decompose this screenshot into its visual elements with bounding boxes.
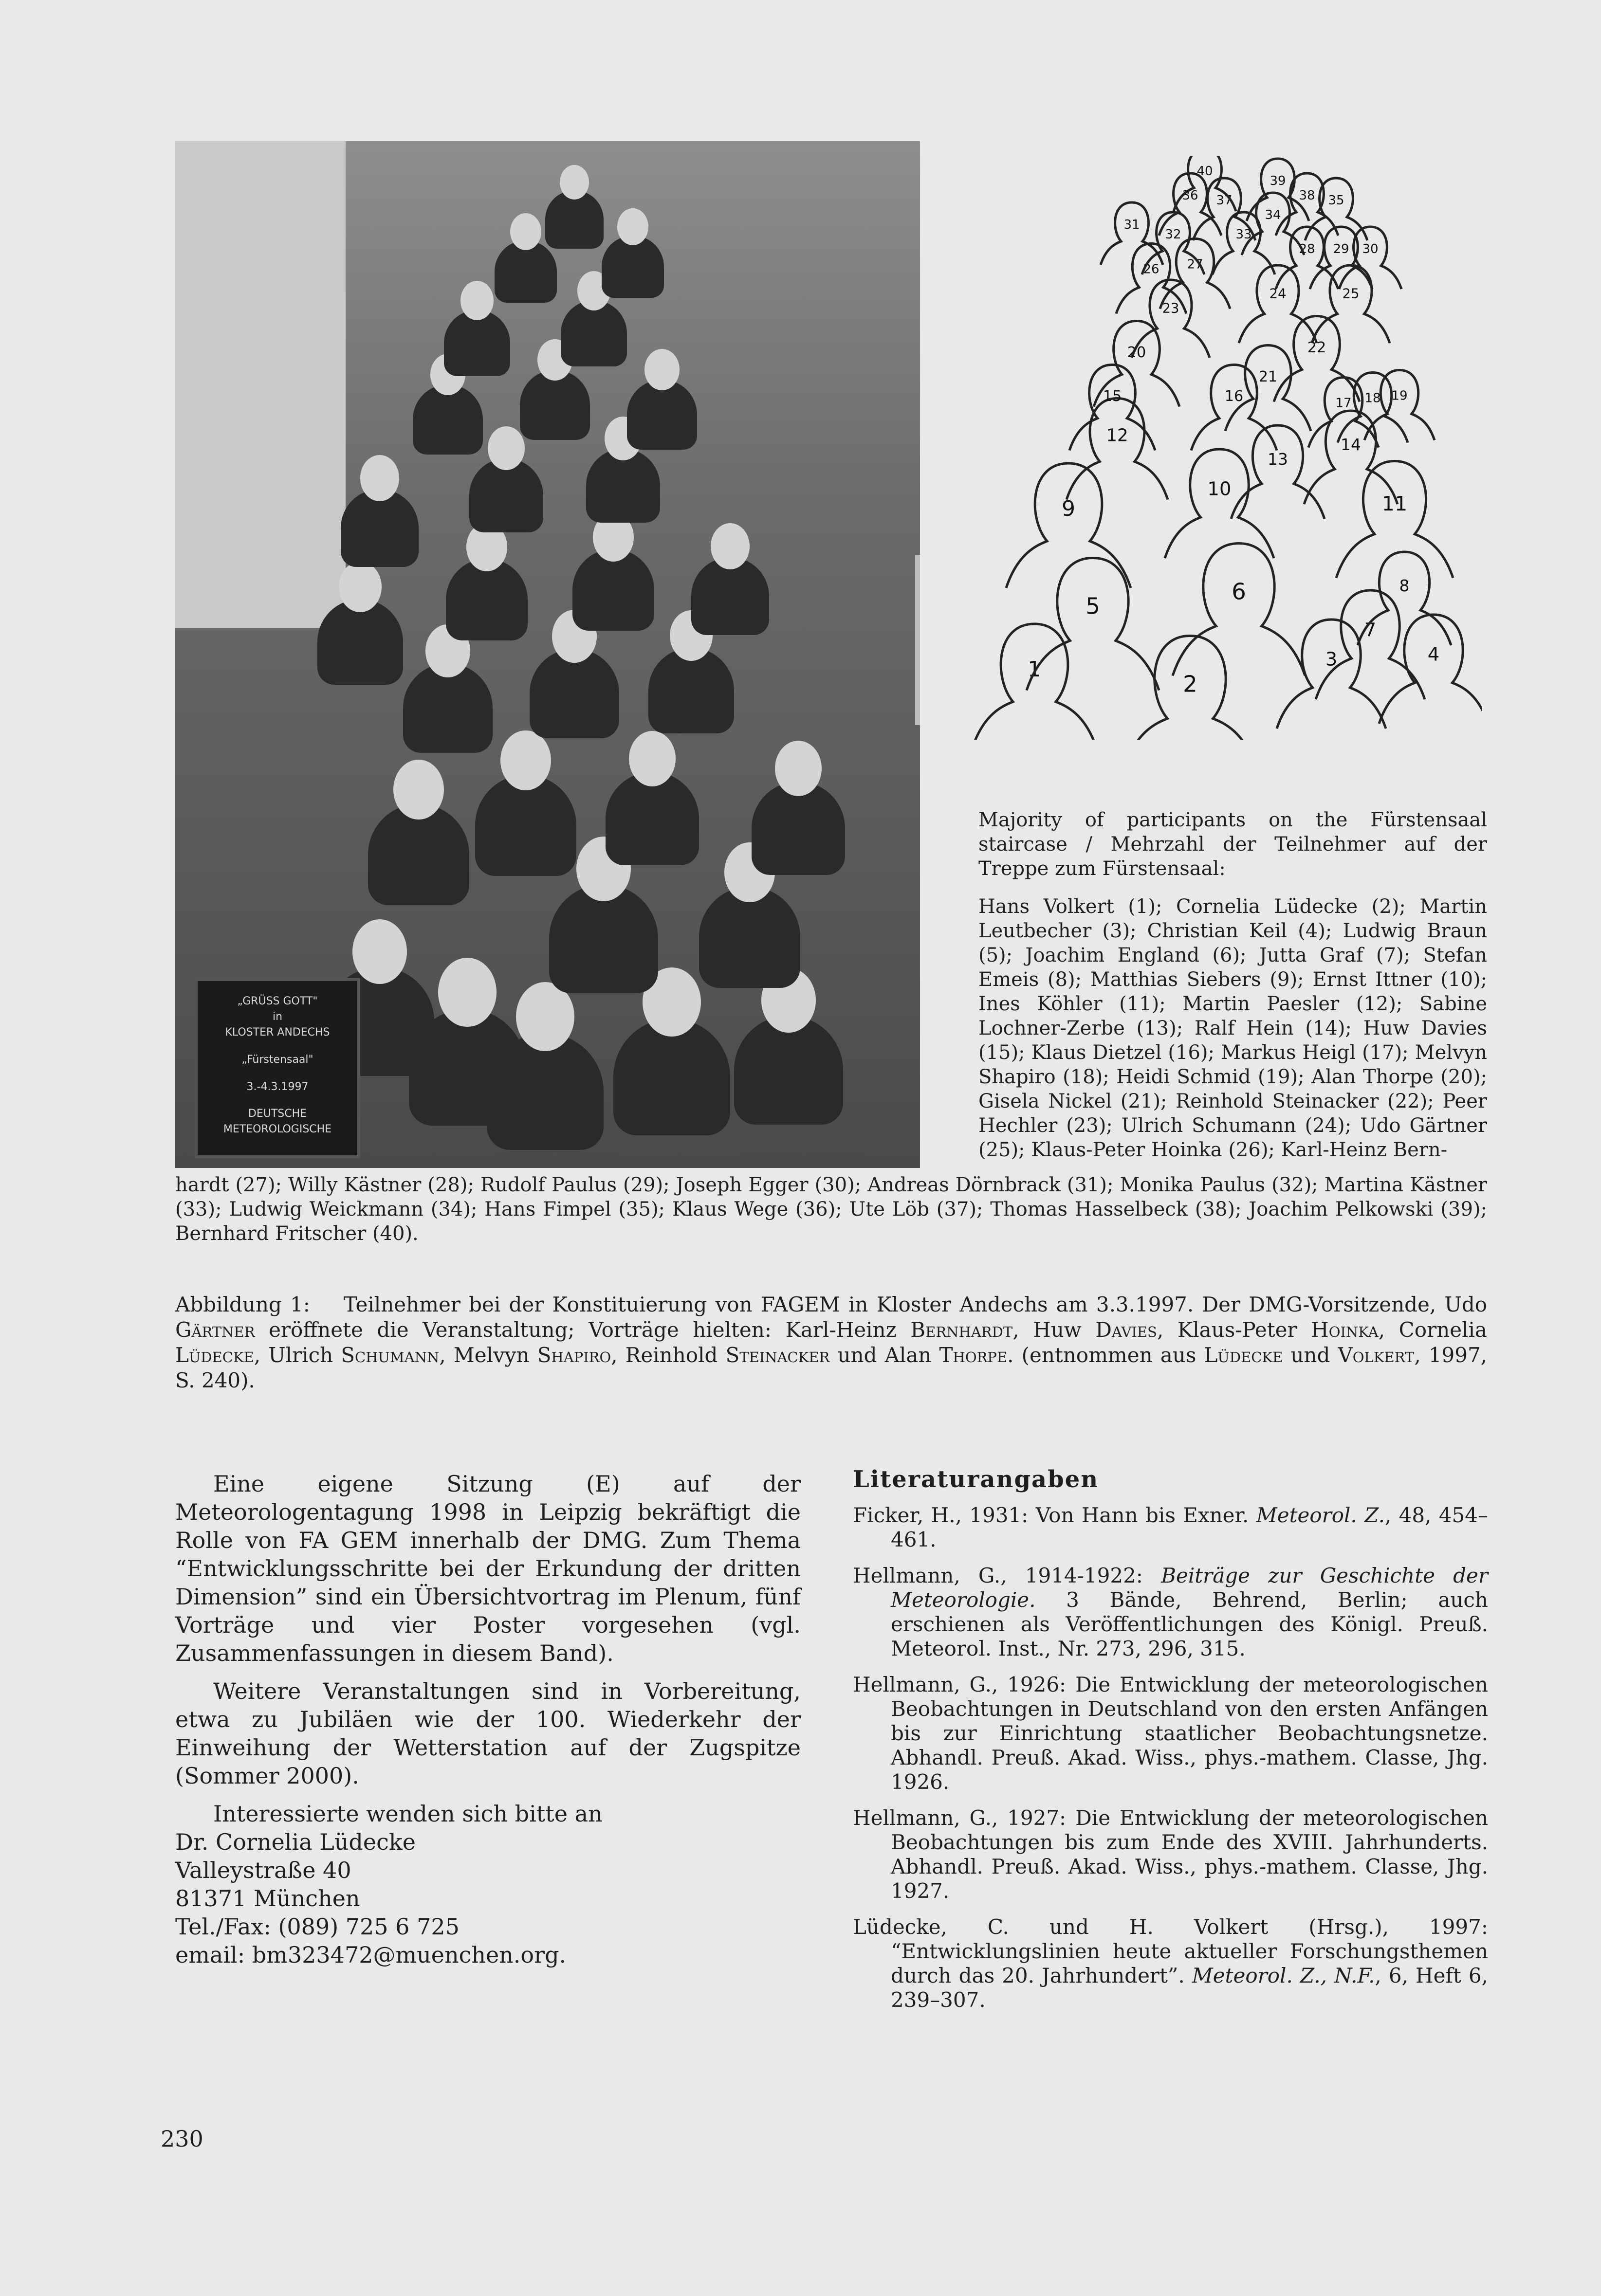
address-line: Valleystraße 40 <box>175 1857 351 1883</box>
sketch-number: 32 <box>1165 227 1181 242</box>
sketch-number: 21 <box>1258 368 1278 385</box>
sketch-head <box>1239 265 1317 343</box>
address-line: Dr. Cornelia Lüdecke <box>175 1829 416 1855</box>
caption-heading: Majority of participants on the Fürstensaal staircase / Mehrzahl der Teilnehmer auf der Treppe zum Fürstensaal: <box>978 809 1487 880</box>
references-heading: Literaturangaben <box>853 1466 1099 1493</box>
sketch-number: 40 <box>1196 164 1213 179</box>
photo-sign <box>195 978 360 1158</box>
sketch-number: 7 <box>1364 619 1377 641</box>
sketch-number: 4 <box>1427 643 1440 666</box>
figure-text: , Ulrich <box>254 1343 341 1367</box>
sketch-number: 23 <box>1162 300 1179 316</box>
sign-line: KLOSTER ANDECHS <box>225 1026 330 1039</box>
sketch-number: 25 <box>1342 286 1360 302</box>
photo-face <box>438 958 497 1027</box>
sketch-number: 19 <box>1391 388 1408 403</box>
figure-name: Schumann <box>341 1343 440 1367</box>
sketch-number: 33 <box>1235 227 1252 242</box>
figure-name: Lüdecke <box>1204 1343 1283 1367</box>
sketch-number: 29 <box>1333 242 1349 256</box>
address-line: 81371 München <box>175 1885 360 1912</box>
sketch-number: 24 <box>1269 286 1287 302</box>
photo-face <box>488 426 525 470</box>
sign-line: „GRÜSS GOTT" <box>237 995 318 1007</box>
figure-name: Lüdecke <box>175 1343 254 1367</box>
sketch-number: 2 <box>1183 671 1197 698</box>
photo-face <box>560 165 589 200</box>
sketch-number: 37 <box>1216 193 1233 208</box>
photo-face <box>617 208 648 245</box>
sketch-head <box>1312 265 1390 343</box>
sketch-number: 11 <box>1381 492 1408 515</box>
sketch-number: 14 <box>1341 435 1361 454</box>
photo-face <box>500 730 551 791</box>
figure-text: Teilnehmer bei der Konstituierung von FAGEM in Kloster Andechs am 3.3.1997. Der DMG-Vorsitzende, Udo <box>343 1293 1488 1316</box>
sketch-number: 3 <box>1325 648 1338 671</box>
figure-caption <box>175 1292 1487 1393</box>
figure-text: , Huw <box>1012 1318 1096 1342</box>
sketch-number: 35 <box>1328 193 1344 208</box>
sign-line: in <box>272 1010 283 1023</box>
sketch-number: 17 <box>1335 396 1352 411</box>
sketch-number: 8 <box>1399 576 1410 595</box>
sketch-head <box>1310 227 1372 289</box>
figure-text: , Reinhold <box>611 1343 726 1367</box>
sign-line: METEOROLOGISCHE <box>223 1123 332 1136</box>
sketch-number: 38 <box>1299 188 1315 203</box>
sketch-number: 1 <box>1028 657 1041 682</box>
figure-name: Hoinka <box>1311 1318 1379 1342</box>
photo-window <box>915 555 920 725</box>
figure-name: Volkert <box>1338 1343 1415 1367</box>
figure-name: Gärtner <box>175 1318 255 1342</box>
reference-item: Hellmann, G., 1914-1922: Beiträge zur Geschichte der Meteorologie. 3 Bände, Behrend, Berlin; auch erschienen als Veröffentlichungen des Königl. Preuß. Meteorol. Inst., Nr. 273, 296, 315. <box>853 1564 1488 1660</box>
sketch-head <box>1336 461 1453 578</box>
sketch-number: 27 <box>1187 257 1203 272</box>
photo-face <box>460 281 494 320</box>
reference-item: Hellmann, G., 1926: Die Entwicklung der meteorologischen Beobachtungen in Deutschland von den ersten Anfängen bis zur Einrichtung staatlicher Beobachtungsnetze. Abhandl. Preuß. Akad. Wiss., phys.-mathem. Classe, Jhg. 1926. <box>853 1673 1488 1794</box>
photo-caption <box>978 808 1487 1162</box>
sketch-number: 28 <box>1299 242 1315 256</box>
sketch-head <box>1316 590 1425 699</box>
sketch-number: 13 <box>1268 450 1288 469</box>
sketch-number: 5 <box>1086 593 1100 620</box>
figure-text: , 1997, S. 240). <box>175 1343 1488 1392</box>
figure-name: Thorpe <box>939 1343 1008 1367</box>
sketch-number: 31 <box>1123 218 1140 232</box>
sketch-number: 34 <box>1265 208 1281 222</box>
photo-face <box>352 919 407 984</box>
figure-name: Bernhardt <box>910 1318 1013 1342</box>
photo-face <box>393 760 444 820</box>
body-paragraph: Interessierte wenden sich bitte an <box>213 1801 603 1827</box>
reference-item: Ficker, H., 1931: Von Hann bis Exner. Meteorol. Z., 48, 454–461. <box>853 1503 1488 1551</box>
sign-line: „Fürstensaal" <box>241 1053 313 1066</box>
sketch-number: 15 <box>1103 387 1122 405</box>
sketch-head <box>1304 411 1398 504</box>
figure-name: Davies <box>1095 1318 1157 1342</box>
sketch-head <box>1165 449 1274 558</box>
figure-text: , Klaus-Peter <box>1157 1318 1311 1342</box>
photo-face <box>339 562 382 613</box>
caption-names: Hans Volkert (1); Cornelia Lüdecke (2); Martin Leutbecher (3); Christian Keil (4); Ludwig Braun (5); Joachim England (6); Jutta Graf (7); Stefan Emeis (8); Matthias Siebers (9); Ernst Ittner (10); Ines Köhler (11); Martin Paesler (12); Sabine Lochner-Zerbe (13); Ralf Hein (14); Huw Davies (15); Klaus Dietzel (16); Markus Heigl (17); Melvyn Shapiro (18); Heidi Schmid (19); Alan Thorpe (20); Gisela Nickel (21); Reinhold Steinacker (22); Peer Hechler (23); Ulrich Schumann (24); Udo Gärtner (25); Klaus-Peter Hoinka (26); Karl-Heinz Bern- <box>978 895 1487 1161</box>
sign-line: 3.-4.3.1997 <box>246 1080 309 1093</box>
sketch-head <box>1067 399 1168 500</box>
figure-text: und Alan <box>829 1343 939 1367</box>
address-email: email: bm323472@muenchen.org. <box>175 1942 567 1968</box>
photo-face <box>775 741 822 796</box>
reference-item: Lüdecke, C. und H. Volkert (Hrsg.), 1997: “Entwicklungslinien heute aktueller Forschungsthemen durch das 20. Jahrhundert”. Meteorol. Z., N.F., 6, Heft 6, 239–307. <box>853 1915 1488 2012</box>
sketch-number: 10 <box>1207 478 1232 500</box>
figure-text: . (entnommen aus <box>1007 1343 1204 1367</box>
body-text <box>175 1470 801 1969</box>
photo-wall <box>175 141 346 628</box>
figure-text: , Melvyn <box>439 1343 537 1367</box>
figure-name: Shapiro <box>537 1343 611 1367</box>
caption-names-continued: hardt (27); Willy Kästner (28); Rudolf Paulus (29); Joseph Egger (30); Andreas Dörnbrack (31); Monika Paulus (32); Martina Kästner (33); Ludwig Weickmann (34); Hans Fimpel (35); Klaus Wege (36); Ute Löb (37); Thomas Hasselbeck (38); Joachim Pelkowski (39); Bernhard Fritscher (40). <box>175 1174 1487 1245</box>
sketch-number: 39 <box>1270 174 1286 188</box>
sketch-number: 16 <box>1224 387 1244 405</box>
sketch-head <box>1379 615 1482 724</box>
figure-text: eröffnete die Veranstaltung; Vorträge hielten: Karl-Heinz <box>255 1318 911 1342</box>
participant-sketch <box>966 156 1482 740</box>
sketch-number: 30 <box>1362 242 1379 256</box>
figure-text: und <box>1283 1343 1338 1367</box>
sketch-number: 6 <box>1232 579 1246 605</box>
figure-text: , Cornelia <box>1378 1318 1487 1342</box>
sketch-number: 12 <box>1106 425 1128 446</box>
sketch-head <box>1274 316 1360 402</box>
sketch-head <box>1027 558 1159 691</box>
references <box>853 1467 1488 2024</box>
sketch-number: 18 <box>1364 391 1381 406</box>
body-paragraph: Weitere Veranstaltungen sind in Vorbereitung, etwa zu Jubiläen wie der 100. Wiederkehr der Einweihung der Wetterstation auf der Zugspitze (Sommer 2000). <box>175 1678 801 1789</box>
sketch-number: 22 <box>1307 339 1326 356</box>
photo-face <box>629 731 676 786</box>
reference-item: Hellmann, G., 1927: Die Entwicklung der meteorologischen Beobachtungen bis zum Ende des XVIII. Jahrhunderts. Abhandl. Preuß. Akad. Wiss., phys.-mathem. Classe, Jhg. 1927. <box>853 1806 1488 1903</box>
group-photo <box>175 141 920 1168</box>
sketch-head <box>1173 544 1305 676</box>
page-number: 230 <box>161 2126 203 2152</box>
sign-line: DEUTSCHE <box>248 1108 307 1120</box>
figure-name: Steinacker <box>725 1343 830 1367</box>
figure-label: Abbildung 1: <box>175 1293 310 1316</box>
body-paragraph: Eine eigene Sitzung (E) auf der Meteorologentagung 1998 in Leipzig bekräftigt die Rolle von FA GEM innerhalb der DMG. Zum Thema “Entwicklungsschritte bei der Erkundung der dritten Dimension” sind ein Übersichtvortrag im Plenum, fünf Vorträge und vier Poster vorgesehen (vgl. Zusammenfassungen in diesem Band). <box>175 1471 801 1666</box>
photo-face <box>711 523 750 569</box>
photo-face <box>510 213 541 250</box>
photo-face <box>360 455 399 501</box>
sketch-number: 9 <box>1062 496 1075 521</box>
address-line: Tel./Fax: (089) 725 6 725 <box>175 1913 460 1940</box>
sketch-number: 26 <box>1143 262 1159 277</box>
sketch-number: 20 <box>1127 344 1146 361</box>
sketch-head <box>972 624 1097 740</box>
sketch-number: 36 <box>1182 188 1198 203</box>
photo-face <box>644 349 680 391</box>
